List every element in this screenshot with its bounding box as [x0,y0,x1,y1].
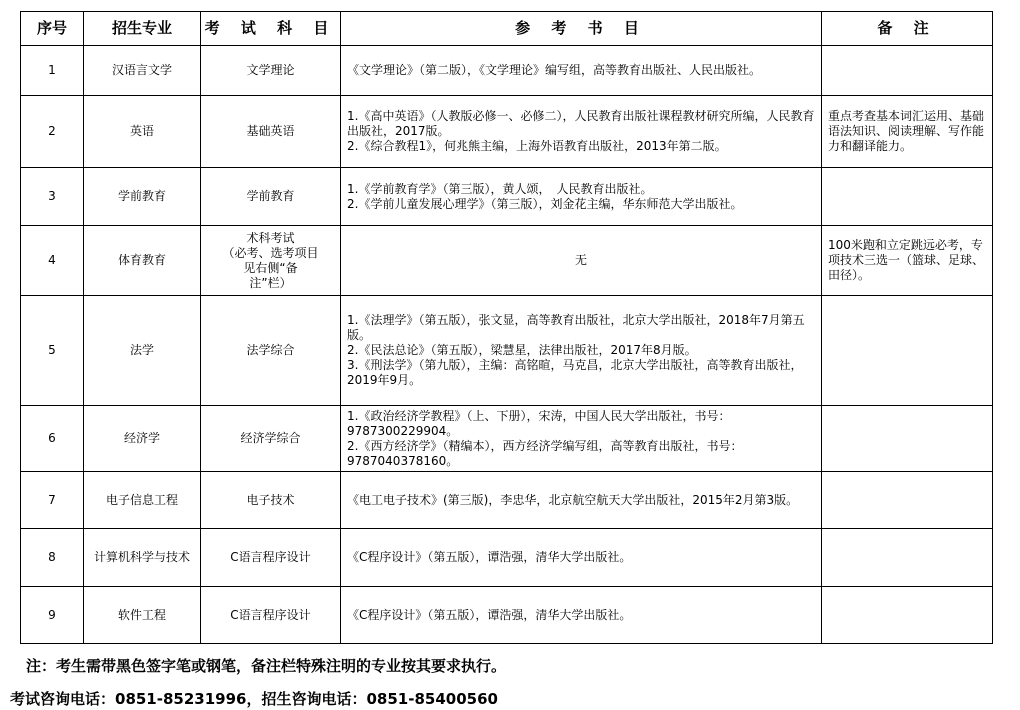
row-major: 汉语言文学 [84,46,201,96]
row-subject [201,296,341,406]
row-remarks [822,296,993,406]
reference-book-line: 2.《学前儿童发展心理学》（第三版），刘金花主编，华东师范大学出版社。 [347,196,743,211]
row-major: 英语 [84,96,201,168]
row-remarks [822,226,993,296]
row-subject [201,46,341,96]
row-remarks [822,587,993,644]
row-reference-books [341,406,822,472]
row-major: 学前教育 [84,168,201,226]
reference-book-line: 《C程序设计》（第五版），谭浩强，清华大学出版社。 [347,607,632,622]
subject-line: 电子技术 [246,492,295,507]
row-subject [201,96,341,168]
row-major: 电子信息工程 [84,472,201,529]
reference-book-line: 《C程序设计》（第五版），谭浩强，清华大学出版社。 [347,550,632,564]
table-row [21,168,993,226]
row-reference-books [341,226,822,296]
row-major: 经济学 [84,406,201,472]
row-number: 8 [21,529,84,587]
row-major: 法学 [84,296,201,406]
row-reference-books [341,529,822,587]
header-books: 参 考 书 目 [341,12,822,46]
table-row [21,296,993,406]
remark-line: 100米跑和立定跳远必考，专项技术三选一（篮球、足球、田径）。 [828,238,985,282]
remark-line: 重点考查基本词汇运用、基础语法知识、阅读理解、写作能力和翻译能力。 [828,109,985,153]
subject-line: 法学综合 [246,343,295,357]
reference-book-line: 1.《高中英语》（人教版必修一、必修二），人民教育出版社课程教材研究所编，人民教育出版社，2017版。 [347,109,815,138]
subject-line: 学前教育 [246,189,295,203]
row-subject [201,529,341,587]
reference-book-line: 2.《民法总论》（第五版），梁慧星，法律出版社，2017年8月版。 [347,343,697,357]
row-reference-books [341,296,822,406]
row-remarks [822,406,993,472]
subject-line: 见右侧“备 [243,260,298,275]
row-number: 9 [21,587,84,644]
reference-book-line: 1.《法理学》（第五版），张文显，高等教育出版社，北京大学出版社，2018年7月第五版。 [347,313,805,342]
subject-line: 文学理论 [246,63,295,77]
row-reference-books [341,168,822,226]
row-major: 计算机科学与技术 [84,529,201,587]
row-subject [201,406,341,472]
row-remarks [822,96,993,168]
subject-line: 基础英语 [246,124,295,138]
row-reference-books [341,587,822,644]
row-remarks [822,168,993,226]
table-row [21,46,993,96]
subject-line: C语言程序设计 [230,550,311,564]
subject-line: C语言程序设计 [230,607,311,622]
table-row [21,406,993,472]
row-number: 6 [21,406,84,472]
row-number: 5 [21,296,84,406]
row-major: 软件工程 [84,587,201,644]
subject-line: 经济学综合 [240,431,301,445]
row-subject [201,226,341,296]
header-subject: 考 试 科 目 [201,12,341,46]
row-reference-books [341,96,822,168]
row-subject [201,472,341,529]
table-row [21,529,993,587]
table-row [21,96,993,168]
header-no: 序号 [21,12,84,46]
table-row [21,587,993,644]
table-row [21,226,993,296]
reference-book-line: 2.《综合教程1》，何兆熊主编，上海外语教育出版社，2013年第二版。 [347,139,727,153]
row-number: 3 [21,168,84,226]
reference-book-line: 3.《刑法学》（第九版），主编：高铭暄，马克昌，北京大学出版社，高等教育出版社，2019年9月。 [347,358,803,387]
row-number: 1 [21,46,84,96]
header-row [21,12,993,46]
subject-line: （必考、选考项目 [222,245,319,260]
table-row [21,472,993,529]
table-body [21,46,993,644]
row-number: 2 [21,96,84,168]
reference-book-line: 《文学理论》（第二版），《文学理论》编写组，高等教育出版社、人民出版社。 [347,63,762,77]
row-remarks [822,529,993,587]
reference-book-line: 《电工电子技术》(第三版)，李忠华，北京航空航天大学出版社，2015年2月第3版。 [347,492,799,507]
exam-subjects-table [20,11,993,644]
subject-line: 注”栏） [249,275,292,290]
reference-book-line: 1.《政治经济学教程》（上、下册），宋涛，中国人民大学出版社，书号：9787300229904。 [347,408,731,438]
row-reference-books [341,472,822,529]
row-major: 体育教育 [84,226,201,296]
reference-book-line: 2.《西方经济学》（精编本），西方经济学编写组，高等教育出版社，书号：9787040378160。 [347,438,743,468]
reference-book-line: 无 [574,253,587,267]
row-subject [201,168,341,226]
footer-contact: 考试咨询电话：0851-85231996，招生咨询电话：0851-85400560 [10,690,498,708]
header-major: 招生专业 [84,12,201,46]
row-remarks [822,46,993,96]
footer-note: 注：考生需带黑色签字笔或钢笔，备注栏特殊注明的专业按其要求执行。 [26,657,507,675]
header-remarks: 备 注 [822,12,993,46]
row-subject [201,587,341,644]
row-number: 7 [21,472,84,529]
reference-book-line: 1.《学前教育学》（第三版），黄人颂， 人民教育出版社。 [347,181,653,196]
subject-line: 术科考试 [246,230,295,245]
row-reference-books [341,46,822,96]
row-remarks [822,472,993,529]
row-number: 4 [21,226,84,296]
